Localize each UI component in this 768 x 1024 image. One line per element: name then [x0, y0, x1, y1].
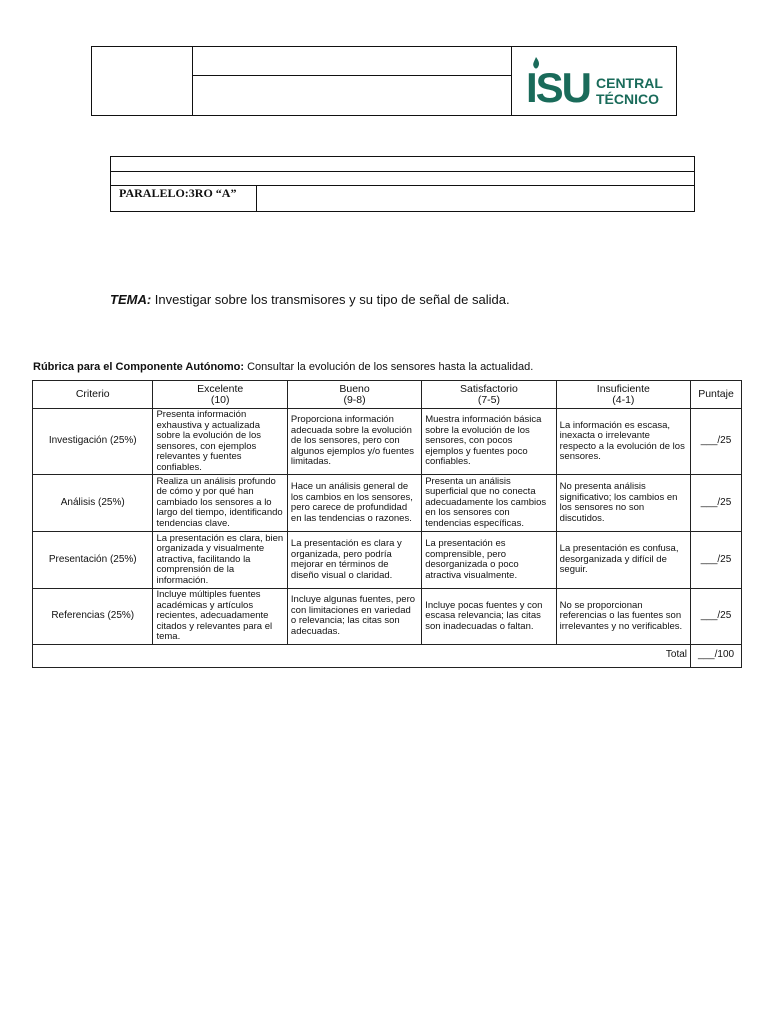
- rubric-row-investigacion: [33, 409, 742, 475]
- excelente-cell: Incluye múltiples fuentes académicas y artículos recientes, adecuadamente citados y relevantes para el tema.: [153, 589, 287, 645]
- header-divider: [192, 75, 511, 76]
- insuficiente-cell: La información es escasa, inexacta o irrelevante respecto a la evolución de los sensores.: [556, 409, 690, 475]
- bueno-cell: Hace un análisis general de los cambios en los sensores, pero carece de profundidad en las tendencias o razones.: [287, 475, 421, 532]
- header-excelente-points: (10): [210, 393, 230, 406]
- header-cell-middle: [192, 47, 512, 115]
- header-bueno-label: Bueno: [339, 382, 370, 395]
- header-satisfactorio-label: Satisfactorio: [460, 382, 518, 395]
- header-puntaje: Puntaje: [691, 381, 742, 409]
- rubric-row-analisis: [33, 475, 742, 532]
- paralelo-label: PARALELO:3RO “A”: [119, 186, 237, 200]
- header-bueno: [287, 381, 421, 409]
- rubric-header-row: [33, 381, 742, 409]
- header-satisfactorio: [422, 381, 556, 409]
- puntaje-cell: ___/25: [691, 532, 742, 589]
- excelente-cell: La presentación es clara, bien organizada y visualmente atractiva, facilitando la comprensión de la información.: [153, 532, 287, 589]
- header-satisfactorio-points: (7-5): [477, 393, 501, 406]
- total-label: Total: [33, 644, 691, 667]
- rubric-row-referencias: [33, 589, 742, 645]
- criterio-cell: Análisis (25%): [33, 475, 153, 532]
- insuficiente-cell: La presentación es confusa, desorganizada y difícil de seguir.: [556, 532, 690, 589]
- header-criterio: Criterio: [33, 381, 153, 409]
- header-insuficiente-points: (4-1): [612, 393, 635, 406]
- info-column-divider: [256, 185, 257, 211]
- header-cell-left: [92, 47, 193, 115]
- total-value: ___/100: [691, 644, 742, 667]
- header-insuficiente-label: Insuficiente: [596, 382, 650, 395]
- rubric-total-row: [33, 644, 742, 667]
- logo-line-2: TÉCNICO: [596, 91, 659, 107]
- document-header: [91, 46, 677, 116]
- rubric-table: [32, 380, 742, 668]
- satisfactorio-cell: Incluye pocas fuentes y con escasa relevancia; las citas son inadecuadas o faltan.: [422, 589, 556, 645]
- satisfactorio-cell: Muestra información básica sobre la evolución de los sensores, con pocos ejemplos y fuentes poco confiables.: [422, 409, 556, 475]
- rubric-row-presentacion: [33, 532, 742, 589]
- insuficiente-cell: No se proporcionan referencias o las fuentes son irrelevantes y no verificables.: [556, 589, 690, 645]
- header-excelente-label: Excelente: [197, 382, 244, 395]
- logo-subtitle: [596, 75, 663, 107]
- header-bueno-points: (9-8): [343, 393, 366, 406]
- puntaje-cell: ___/25: [691, 589, 742, 645]
- logo-line-1: CENTRAL: [596, 75, 663, 91]
- satisfactorio-cell: La presentación es comprensible, pero desorganizada o poco atractiva visualmente.: [422, 532, 556, 589]
- rubric-title: [33, 361, 533, 373]
- header-excelente: [153, 381, 287, 409]
- rubric-title-bold: Rúbrica para el Componente Autónomo:: [33, 361, 245, 373]
- header-insuficiente: [556, 381, 690, 409]
- info-row-divider-1: [111, 171, 694, 172]
- criterio-cell: Investigación (25%): [33, 409, 153, 475]
- tema-text: Investigar sobre los transmisores y su tipo de señal de salida.: [151, 292, 510, 307]
- student-info-table: [110, 156, 695, 212]
- criterio-cell: Referencias (25%): [33, 589, 153, 645]
- satisfactorio-cell: Presenta un análisis superficial que no conecta adecuadamente los cambios en los sensores con tendencias específicas.: [422, 475, 556, 532]
- tema-label: TEMA:: [110, 292, 152, 307]
- rubric-title-rest: Consultar la evolución de los sensores hasta la actualidad.: [244, 361, 534, 373]
- insuficiente-cell: No presenta análisis significativo; los cambios en los sensores no son discutidos.: [556, 475, 690, 532]
- bueno-cell: Proporciona información adecuada sobre la evolución de los sensores, pero con algunos ejemplos y/o fuentes limitadas.: [287, 409, 421, 475]
- bueno-cell: La presentación es clara y organizada, pero podría mejorar en términos de diseño visual o claridad.: [287, 532, 421, 589]
- logo-isu-text: ISU: [526, 64, 591, 111]
- bueno-cell: Incluye algunas fuentes, pero con limitaciones en variedad o relevancia; las citas son adecuadas.: [287, 589, 421, 645]
- puntaje-cell: ___/25: [691, 475, 742, 532]
- excelente-cell: Presenta información exhaustiva y actualizada sobre la evolución de los sensores, con ejemplos relevantes y fuentes confiables.: [153, 409, 287, 475]
- excelente-cell: Realiza un análisis profundo de cómo y por qué han cambiado los sensores a lo largo del tiempo, identificando tendencias clave.: [153, 475, 287, 532]
- criterio-cell: Presentación (25%): [33, 532, 153, 589]
- tema-line: [110, 292, 510, 307]
- isu-logo: [526, 55, 674, 111]
- puntaje-cell: ___/25: [691, 409, 742, 475]
